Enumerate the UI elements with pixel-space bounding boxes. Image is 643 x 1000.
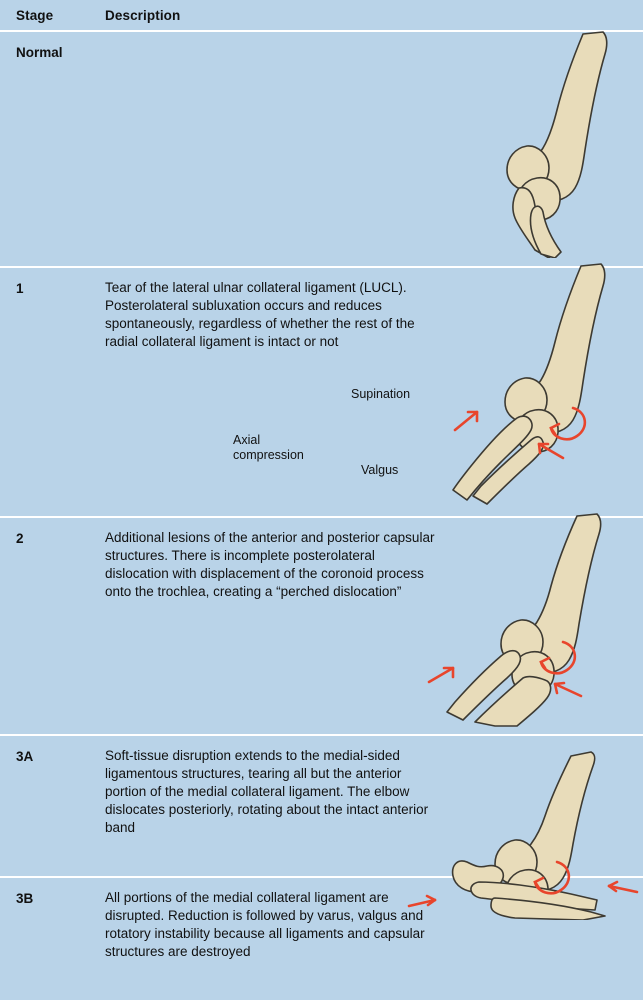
- stage-label-2: 2: [16, 531, 24, 546]
- table-row: [0, 268, 643, 518]
- table-row: [0, 736, 643, 878]
- annotation-supination: Supination: [351, 387, 411, 401]
- description-cell-1: [105, 268, 643, 516]
- table-header-row: [0, 0, 643, 32]
- column-header-description: Description: [105, 7, 181, 23]
- description-cell-3a: [105, 736, 643, 876]
- table-row: [0, 518, 643, 736]
- stage-label-3b: 3B: [16, 891, 34, 906]
- annotation-axial-line1: Axial: [233, 433, 261, 447]
- description-cell-normal: [105, 32, 643, 266]
- annotation-axial-line2: compression: [233, 448, 304, 462]
- annotation-valgus: Valgus: [361, 463, 399, 477]
- stage-1-elbow-illustration: [405, 262, 643, 512]
- stage-label-1: 1: [16, 281, 24, 296]
- description-text: All portions of the medial collateral ligament are disrupted. Reduction is followed by varus, valgus and rotatory instability because all ligaments and capsular structures are destroyed: [105, 890, 425, 959]
- normal-elbow-illustration: [415, 28, 635, 258]
- stage-2-elbow-illustration: [405, 512, 643, 727]
- description-text: Soft-tissue disruption extends to the medial-sided ligamentous structures, tearing all but the anterior portion of the medial collateral ligament. The elbow dislocates posteriorly, rotating about the intact anterior band: [105, 748, 429, 835]
- annotation-axial-compression: [233, 433, 304, 463]
- stage-label-normal: Normal: [16, 45, 63, 60]
- column-header-stage: Stage: [16, 7, 54, 23]
- description-text: Tear of the lateral ulnar collateral ligament (LUCL). Posterolateral subluxation occurs and reduces spontaneously, regardless of whether the rest of the radial collateral ligament is intact or not: [105, 280, 415, 349]
- description-text: Additional lesions of the anterior and posterior capsular structures. There is incomplete posterolateral dislocation with displacement of the coronoid process onto the trochlea, creating a “perched dislocation”: [105, 530, 435, 599]
- description-cell-3b: [105, 878, 643, 998]
- table-row: [0, 878, 643, 998]
- stage-label-3a: 3A: [16, 749, 34, 764]
- table-row: [0, 32, 643, 268]
- description-cell-2: [105, 518, 643, 734]
